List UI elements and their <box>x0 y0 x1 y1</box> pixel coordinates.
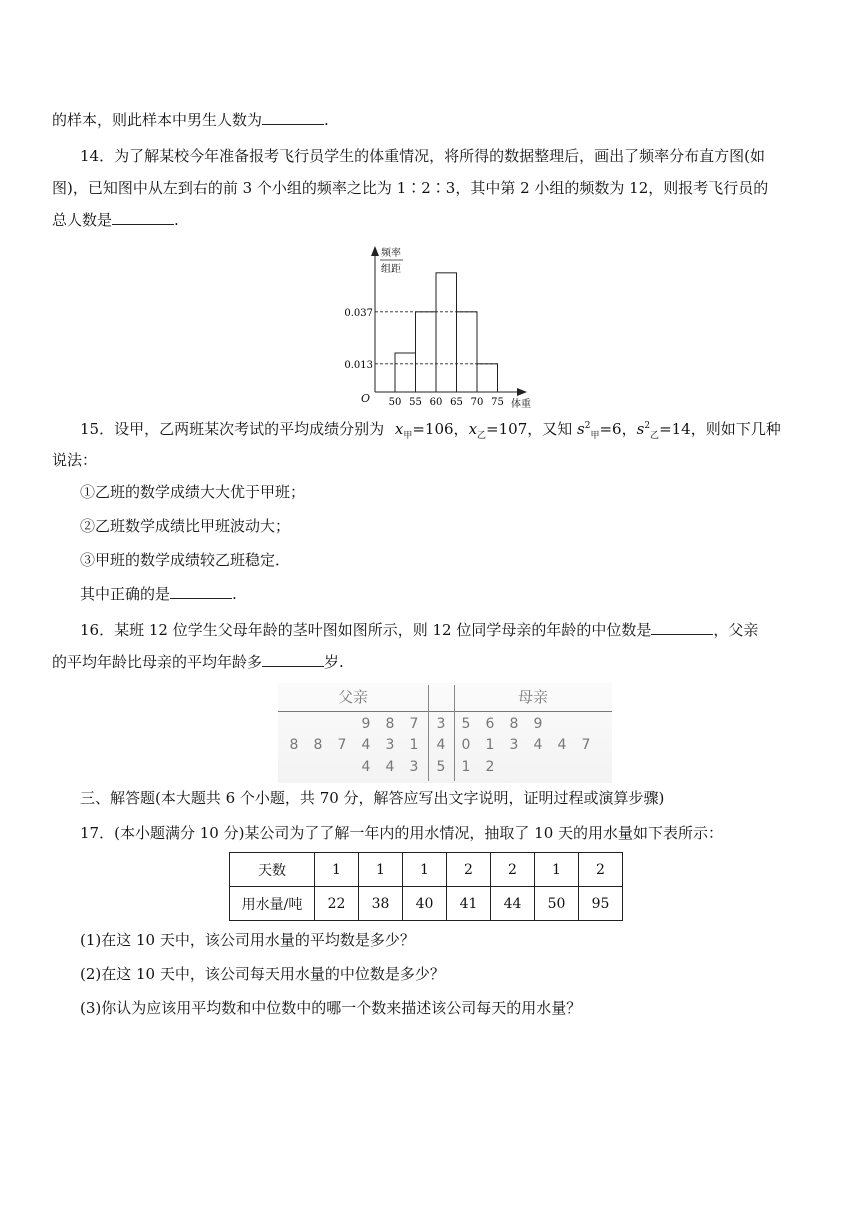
y-axis-arrow <box>371 246 379 256</box>
mother-leaf: 2 <box>485 759 495 775</box>
q13-tail: 的样本，则此样本中男生人数为 . <box>52 111 329 129</box>
xbar-a: x <box>394 420 404 438</box>
header-father: 父亲 <box>338 688 369 706</box>
q17-sub2: (2)在这 10 天中，该公司每天用水量的中位数是多少？ <box>80 965 445 983</box>
answer-blank <box>262 110 324 125</box>
x-tick-label: 65 <box>450 397 463 408</box>
x-tick-label: 70 <box>470 397 484 408</box>
q14-line2: 图)，已知图中从左到右的前 3 个小组的频率之比为 1∶2∶3，其中第 2 小组的频数为 12，则报考飞行员的 <box>52 179 769 197</box>
histogram-bar <box>416 312 437 392</box>
q15-option2: ②乙班数学成绩比甲班波动大； <box>80 517 291 535</box>
row-label-water: 用水量/吨 <box>230 887 315 921</box>
q15-answer-line: 其中正确的是 . <box>80 585 237 603</box>
q17-intro: 17．(本小题满分 10 分)某公司为了了解一年内的用水情况，抽取了 10 天的用水量如下表所示： <box>80 824 724 842</box>
header-mother: 母亲 <box>518 688 549 706</box>
q15-option3: ③甲班的数学成绩较乙班稳定． <box>80 551 291 569</box>
water-usage-table <box>229 852 623 921</box>
mother-leaf: 9 <box>533 716 543 732</box>
row-label-days: 天数 <box>230 853 315 887</box>
x-tick-label: 50 <box>388 397 402 408</box>
answer-blank <box>651 620 713 635</box>
y-label-top: 频率 <box>381 248 401 259</box>
q14-line3: 总人数是 . <box>52 211 179 229</box>
father-leaf: 8 <box>385 716 395 732</box>
mother-leaf: 1 <box>485 737 495 753</box>
mother-leaf: 0 <box>461 737 471 753</box>
father-leaf: 1 <box>409 737 419 753</box>
answer-blank <box>262 652 324 667</box>
q14-line1: 14．为了解某校今年准备报考飞行员学生的体重情况，将所得的数据整理后，画出了频率分布直方图(如 <box>80 147 765 165</box>
y-tick-label: 0.037 <box>344 307 373 319</box>
answer-blank <box>112 210 174 225</box>
stem-value: 4 <box>436 737 446 753</box>
father-leaf: 4 <box>361 759 371 775</box>
father-leaf: 8 <box>289 737 299 753</box>
x-tick-label: 55 <box>409 397 422 408</box>
mother-leaf: 6 <box>485 716 495 732</box>
father-leaf: 8 <box>313 737 323 753</box>
table-row: 天数 1 1 1 2 2 1 2 <box>230 853 623 887</box>
father-leaf: 3 <box>409 759 419 775</box>
xbar-b: x <box>468 420 478 438</box>
answer-blank <box>170 584 232 599</box>
mother-leaf: 1 <box>461 759 471 775</box>
q15-line2: 说法： <box>52 451 98 469</box>
father-leaf: 4 <box>385 759 395 775</box>
mother-leaf: 4 <box>557 737 567 753</box>
histogram-bar <box>477 364 498 392</box>
q16-line2: 的平均年龄比母亲的平均年龄多 岁. <box>52 653 344 671</box>
histogram-bar <box>436 273 457 392</box>
q17-sub3: (3)你认为应该用平均数和中位数中的哪一个数来描述该公司每天的用水量？ <box>80 999 582 1017</box>
frequency-histogram <box>335 240 545 410</box>
q17-sub1: (1)在这 10 天中，该公司用水量的平均数是多少？ <box>80 931 415 949</box>
father-leaf: 3 <box>385 737 395 753</box>
stem-value: 3 <box>436 716 446 732</box>
mother-leaf: 3 <box>509 737 519 753</box>
x-tick-label: 60 <box>429 397 443 408</box>
mother-leaf: 5 <box>461 716 471 732</box>
table-row: 用水量/吨 22 38 40 41 44 50 95 <box>230 887 623 921</box>
x-tick-label: 75 <box>491 397 504 408</box>
q15-option1: ①乙班的数学成绩大大优于甲班； <box>80 483 306 501</box>
section3-heading: 三、解答题(本大题共 6 个小题，共 70 分，解答应写出文字说明，证明过程或演算步骤) <box>80 789 665 807</box>
origin-label: O <box>361 392 371 405</box>
mother-leaf: 4 <box>533 737 543 753</box>
q16-line1: 16．某班 12 位学生父母年龄的茎叶图如图所示，则 12 位同学母亲的年龄的中位数是 ，父亲 <box>80 621 759 639</box>
y-label-bottom: 组距 <box>381 264 401 275</box>
mother-leaf: 8 <box>509 716 519 732</box>
stem-value: 5 <box>436 759 446 775</box>
stem-leaf-plot <box>278 683 612 783</box>
histogram-bar <box>457 312 478 392</box>
bars-group <box>395 273 498 392</box>
father-leaf: 4 <box>361 737 371 753</box>
x-axis-arrow <box>517 388 527 396</box>
q15-line1: 15．设甲，乙两班某次考试的平均成绩分别为 $x_甲=106$，$x_乙=107$，又知 $s^2_甲=6$，$s^2_乙=14$，则如下几种 <box>80 420 781 441</box>
father-leaf: 7 <box>409 716 419 732</box>
histogram-bar <box>395 353 416 392</box>
x-ticks-group <box>389 397 504 408</box>
mother-leaf: 7 <box>581 737 591 753</box>
y-tick-label: 0.013 <box>344 359 373 371</box>
father-leaf: 9 <box>361 716 371 732</box>
x-axis-label: 体重 <box>511 399 531 410</box>
father-leaf: 7 <box>337 737 347 753</box>
